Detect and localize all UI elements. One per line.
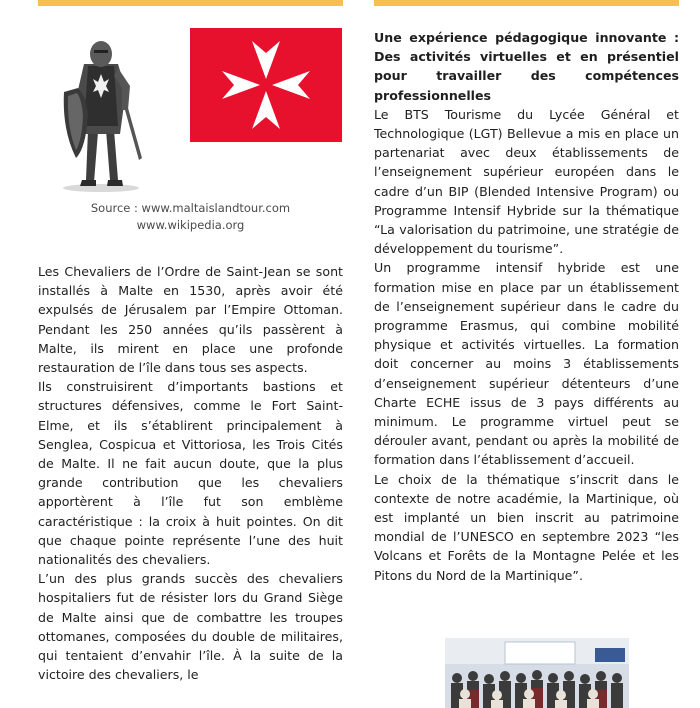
images-row [38, 0, 343, 200]
paragraph: Ils construisirent d’importants bastions et structures défensives, comme le Fort Saint-Elme, et ils s’établirent principalement à Senglea, Cospicua et Vittoriosa, les Trois Cités de Malte. Il ne fait aucun doute, que la plus grande contribution que les chevaliers apportèrent à l’île fut son emblème caractéristique : la croix à huit pointes. On dit que chaque pointe représente l’une des huit nationalités des chevaliers. [38, 379, 343, 568]
group-photo [445, 638, 629, 708]
caption-source-2: www.wikipedia.org [136, 218, 245, 232]
paragraph: Les Chevaliers de l’Ordre de Saint-Jean se sont installés à Malte en 1530, après avoir été expulsés de Jérusalem par l’Empire Ottoman. Pendant les 250 années qu’ils passèrent à Malte, ils mirent en place une profonde restauration de l’île dans tous ses aspects. [38, 264, 343, 376]
paragraph: L’un des plus grands succès des chevaliers hospitaliers fut de résister lors du Grand Siège de Malte ainsi que de combattre les troupes ottomanes, composées du double de militaires, qui tentaient d’envahir l’île. À la suite de la victoire des chevaliers, le [38, 571, 343, 683]
caption-source: Source : www.maltaislandtour.com [90, 201, 291, 215]
maltese-cross-flag [190, 28, 342, 142]
paragraph: Le BTS Tourisme du Lycée Général et Technologique (LGT) Bellevue a mis en place un partenariat avec deux établissements de l’enseignement supérieur européen dans le cadre d’un BIP (Blended Intensive Program) ou Programme Intensif Hybride sur la thématique “La valorisation du patrimoine, une stratégie de développement du tourisme”. [374, 106, 679, 257]
image-caption [38, 200, 343, 234]
section-heading: Une expérience pédagogique innovante : Des activités virtuelles et en présentiel pour travailler des compétences professionnelles [374, 30, 679, 103]
left-article-text [38, 262, 343, 684]
knight-icon [56, 30, 146, 192]
accent-bar-right [374, 0, 679, 6]
paragraph: Le choix de la thématique s’inscrit dans le contexte de notre académie, la Martinique, où est implanté un bien inscrit au patrimoine mondial de l’UNESCO en septembre 2023 “les Volcans et Forêts de la Montagne Pelée et les Pitons du Nord de la Martinique”. [374, 471, 679, 583]
paragraph: Un programme intensif hybride est une formation mise en place par un établissement de l’enseignement supérieur dans le cadre du programme Erasmus, qui combine mobilité physique et activités virtuelles. La formation doit concerner au moins 3 établissements d’enseignement supérieur détenteurs d’une Charte ECHE issus de 3 pays différents au minimum. Le programme virtuel peut se dérouler avant, pendant ou après la mobilité de formation dans l’établissement d’accueil. [374, 260, 679, 468]
right-article-text [374, 28, 679, 585]
left-column [38, 0, 343, 683]
